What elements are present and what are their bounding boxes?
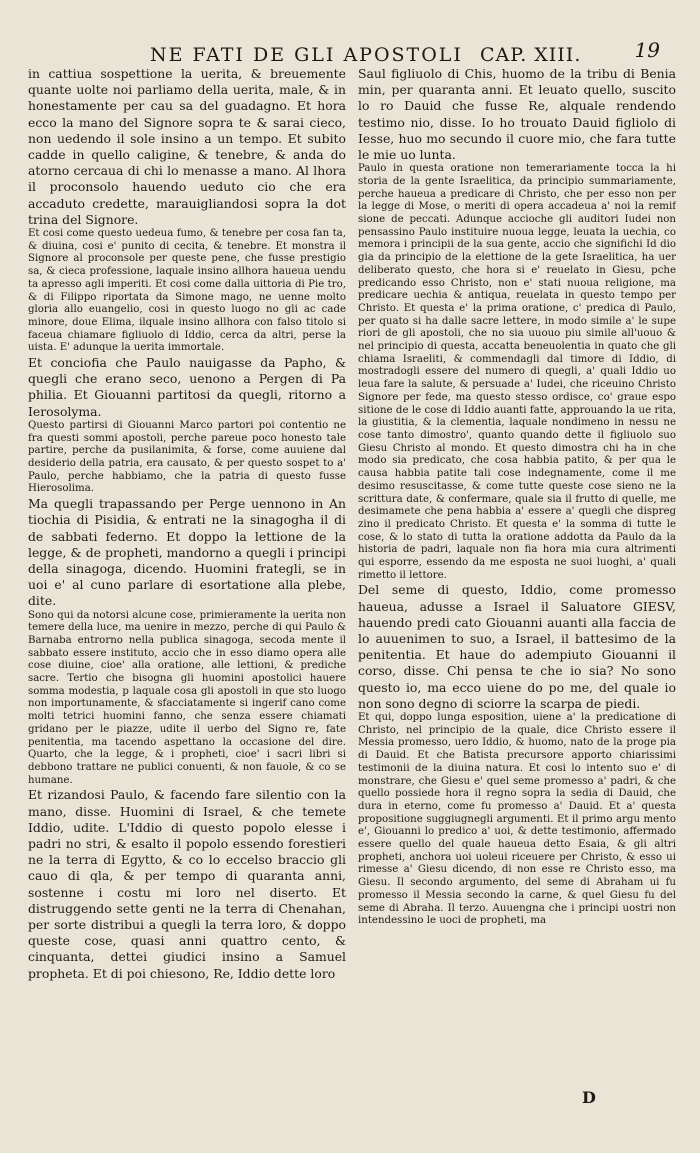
- paragraph: in cattiua sospettione la uerita, & breuemente quante uolte noi parliamo della uerita, male, & in honestamente per cau sa del guadagno. Et hora ecco la mano del Signore sopra te & sarai cieco, non uedendo il sole insino a un tempo. Et subito cadde in quello caligine, & tenebre, & anda do atorno cercaua di chi lo menasse a mano. Al lhora il proconsolo hauendo ueduto cio che era accaduto credette, marauigliandosi sopra la dot trina del Signore.: [28, 66, 346, 227]
- right-column: [358, 66, 676, 1106]
- text-columns: [28, 66, 676, 1106]
- commentary: Paulo in questa oratione non temerariamente tocca la hi storia de la gente Israelitica, da principio summariamente, perche haueua a predicare di Christo, che per esso non per la legge di Mose, o meriti di opera accadeua a' noi la remif sione de peccati. Adunque accioche gli auditori Iudei non pensassino Paulo instituire nuoua legge, leuata la uechia, co memora i principii de la sua gente, accio che significhi Id dio gia da principio de la elettione de la gete Israelitica, ha uer deliberato questo, che hora si e' reuelato in Giesu, pche predicando esso Christo, non e' stati nuoua religione, ma predicare uechia & antiqua, reuelata in questo tempo per Christo. Et questa e' la prima oratione, c' predica di Paulo, per quato si ha dalle sacre lettere, in modo simile a' le supe riori de gli apostoli, che no sia uuouo piu simile all'uouo & nel principio di questa, accatta beneuolentia in quato che gli chiama Israeliti, & commendagli dal timore di Iddio, di mostradogli essere del numero di quegli, a' quali Iddio uo leua fare la salute, & persuade a' Iudei, che riceuino Christo Signore per fede, ma questo stesso ordisce, co' graue espo sitione de le cose di Iddio auanti fatte, approuando la ue rita, la giustitia, & la clementia, laquale nondimeno in nessu ne cose tanto dimostro', quanto quando dette il figliuolo suo Giesu Christo al mondo. Et questo dimostra chi ha in che modo sia predicato, che cosa habbia patito, & per qua le causa habbia patite tali cose indegnamente, come il me desimo resuscitasse, & come tutte queste cose sieno ne la scrittura date, & confermare, quale sia il frutto di quelle, me desimamete che pena habbia a' essere a' quegli che dispreg zino il predicato Christo. Et questa e' la somma di tutte le cose, & lo stato di tutta la oratione addotta da Paulo da la historia de padri, laquale non fia hora mia cura altrimenti qui esporre, essendo da me esposta ne suoi luoghi, a' quali rimetto il lettore.: [358, 163, 676, 581]
- paragraph: Et rizandosi Paulo, & facendo fare silentio con la mano, disse. Huomini di Israel, & che temete Iddio, udite. L'Iddio di questo popolo elesse i padri no stri, & esalto il popolo essendo forestieri ne la terra di Egytto, & co lo eccelso braccio gli cauo di qla, & per tempo di quaranta anni, sostenne i costu mi loro nel diserto. Et distruggendo sette genti ne la terra di Chenahan, per sorte distribui a quegli la terra loro, & doppo queste cose, quasi anni quattro cento, & cinquanta, dettei giudici insino a Samuel propheta. Et di poi chiesono, Re, Iddio dette loro: [28, 787, 346, 981]
- paragraph: Del seme di questo, Iddio, come promesso haueua, adusse a Israel il Saluatore GIESV, hauendo predi cato Giouanni auanti alla faccia de lo auuenimen to suo, a Israel, il battesimo de la penitentia. Et haue do adempiuto Giouanni il corso, disse. Chi pensa te che io sia? No sono questo io, ma ecco uiene do po me, del quale io non sono degno di sciorre la scarpa de piedi.: [358, 582, 676, 711]
- commentary: Et qui, doppo lunga esposition, uiene a' la predicatione di Christo, nel principio de la quale, dice Christo essere il Messia promesso, uero Iddio, & huomo, nato de la proge pia di Dauid. Et che Batista precursore apporto chiarissimi testimonii de la diuina natura. Et cosi lo intento suo e' di monstrare, che Giesu e' quel seme promesso a' padri, & che quello possiede hora il regno sopra la sedia di Dauid, che dura in eterno, come fu promesso a' Dauid. Et a' questa propositione suggiugnegli argumenti. Et il primo argu mento e', Giouanni lo predico a' uoi, & dette testimonio, affermado essere quello del quale haueua detto Esaia, & gli altri propheti, anchora uoi uoleui riceuere per Christo, & esso ui rimesse a' Giesu dicendo, di non esse re Christo esso, ma Giesu. Il secondo argumento, del seme di Abraham ui fu promesso il Messia secondo la carne, & quel Giesu fu del seme di Abraha. Il terzo. Auuengna che i principi uostri non intendessino le uoci de propheti, ma: [358, 712, 676, 927]
- running-title: NE FATI DE GLI APOSTOLI: [150, 44, 463, 66]
- commentary: Sono qui da notorsi alcune cose, primieramente la uerita non temere della luce, ma uenire in mezzo, perche di qui Paulo & Barnaba entrorno nella publica sinagoga, secoda mente il sabbato essere instituto, accio che in esso diamo opera alle cose diuine, cioe' alla oratione, alle lettioni, & prediche sacre. Tertio che bisogna gli huomini apostolici hauere somma modestia, p laquale cosa gli apostoli in que sto luogo non importunamente, & sfacciatamente si ingerif cano come molti tetrici huomini fanno, che senza essere chiamati gridano per le piazze, udite il uerbo del Signo re, fate penitentia, ma tacendo aspettano la occasione del dire. Quarto, che la legge, & i propheti, cioe' i sacri libri si debbono trattare ne publici conuenti, & non fauole, & co se humane.: [28, 609, 346, 786]
- commentary: Et cosi come questo uedeua fumo, & tenebre per cosa fan ta, & diuina, cosi e' punito di cecita, & tenebre. Et monstra il Signore al proconsole per queste pene, che fusse prestigio sa, & cieca professione, laquale insino allhora haueua uendu ta apresso agli imperiti. Et cosi come dalla uittoria di Pie tro, & di Filippo riportata da Simone mago, ne uenne molto gloria allo euangelio, cosi in questo luogo no gli ac cade minore, doue Elima, ilquale insino allhora con falso titolo si faceua chiamare figliuolo di Iddio, cerca da altri, perse la uista. E' adunque la uerita immortale.: [28, 228, 346, 354]
- chapter-number: CAP. XIII.: [480, 44, 582, 66]
- commentary: Questo partirsi di Giouanni Marco partori poi contentio ne fra questi sommi apostoli, perche pareue poco honesto tale partire, perche da pusilanimita, & forse, come auuiene dal desiderio della patria, era causato, & per questo sospet to a' Paulo, perche habbiamo, che la patria di questo fusse Hierosolima.: [28, 419, 346, 495]
- folio-number: 19: [634, 38, 660, 62]
- signature-mark: D: [582, 1088, 596, 1107]
- paragraph: Saul figliuolo di Chis, huomo de la tribu di Benia min, per quaranta anni. Et leuato quello, suscito lo ro Dauid che fusse Re, alquale rendendo testimo nio, disse. Io ho trouato Dauid figliolo di Iesse, huo mo secundo il cuore mio, che fara tutte le mie uo lunta.: [358, 66, 676, 163]
- paragraph: Et conciofia che Paulo nauigasse da Papho, & quegli che erano seco, uenono a Pergen di Pa philia. Et Giouanni partitosi da quegli, ritorno a Ierosolyma.: [28, 355, 346, 419]
- left-column: [28, 66, 346, 1106]
- paragraph: Ma quegli trapassando per Perge uennono in An tiochia di Pisidia, & entrati ne la sinagogha il di de sabbati federno. Et doppo la lettione de la legge, & de propheti, mandorno a quegli i principi della sinagoga, dicendo. Huomini frategli, se in uoi e' al cuno parlare di esortatione alla plebe, dite.: [28, 496, 346, 609]
